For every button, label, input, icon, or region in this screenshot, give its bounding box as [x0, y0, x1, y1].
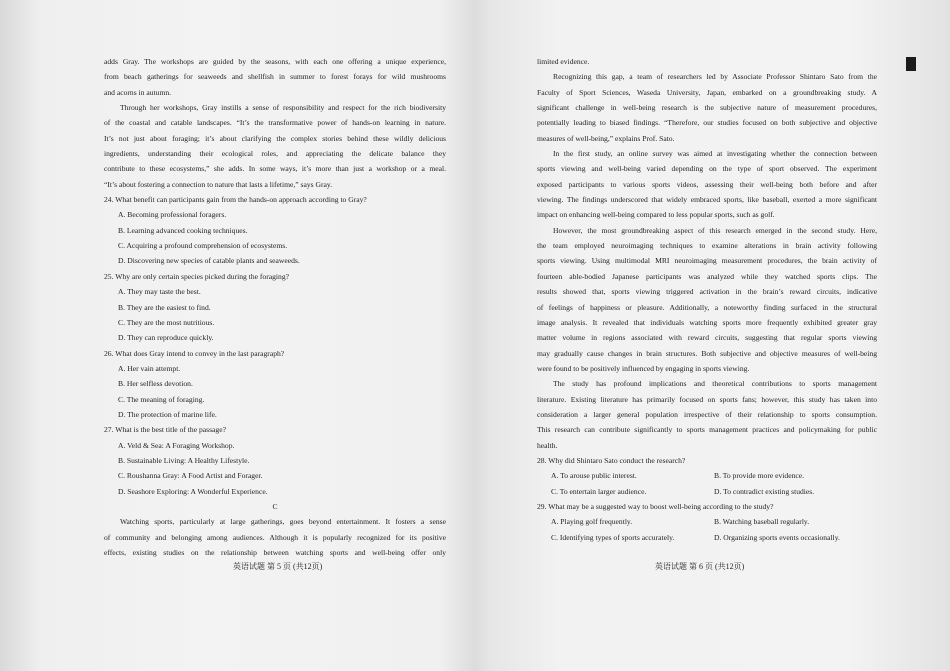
answer-option: A. To arouse public interest.	[551, 471, 637, 481]
answer-option: C. To entertain larger audience.	[551, 486, 647, 496]
text-line: viewing. The findings underscored that widely embraced sports, like baseball, exerted a more significant	[537, 195, 877, 205]
text-line: health.	[537, 440, 558, 450]
question: 27. What is the best title of the passage?	[104, 425, 226, 435]
text-line: of the coastal and catable landscapes. “It’s the transformative power of hands-on learning in nature.	[104, 118, 446, 128]
left-page	[104, 54, 446, 560]
text-line: fourteen able-bodied Japanese participants was analyzed while they watched sports clips. The	[537, 271, 877, 281]
answer-option: D. The protection of marine life.	[118, 409, 217, 419]
answer-option: A. They may taste the best.	[118, 287, 201, 297]
text-line: limited evidence.	[537, 57, 590, 66]
text-line: image analysis. It revealed that individuals watching sports more frequently exhibited greater gray	[537, 317, 877, 327]
text-line: Recognizing this gap, a team of researchers led by Associate Professor Shintaro Sato from the	[553, 72, 877, 82]
text-line: contribute to these ecosystems,” she adds. In some ways, it’s more than just a workshop or a meal.	[104, 164, 446, 174]
text-line: ingredients, understanding their ecological roles, and appreciating the delicate balance they	[104, 149, 446, 159]
answer-option: B. Sustainable Living: A Healthy Lifestyle.	[118, 455, 250, 465]
text-line: sports viewing. Using multimodal MRI neuroimaging measurement procedures, the brain activity of	[537, 256, 877, 266]
text-line: This research can contribute significantly to sports management practices and policymaking for public	[537, 425, 877, 435]
answer-option: B. Watching baseball regularly.	[714, 517, 810, 527]
text-line: of feelings of happiness or pleasure. Additionally, a noteworthy finding surfaced in the structural	[537, 302, 877, 312]
question: 29. What may be a suggested way to boost well-being according to the study?	[537, 501, 774, 511]
answer-option: D. Discovering new species of catable plants and seaweeds.	[118, 256, 300, 266]
option-row	[537, 484, 877, 499]
answer-option: C. Roushanna Gray: A Food Artist and Forager.	[118, 471, 263, 481]
answer-option: B. Learning advanced cooking techniques.	[118, 225, 248, 235]
text-line: In the first study, an online survey was aimed at investigating whether the connection between	[553, 149, 877, 159]
option-row	[537, 514, 877, 529]
answer-option: D. To contradict existing studies.	[714, 486, 815, 496]
answer-option: B. They are the easiest to find.	[118, 302, 211, 312]
text-line: It’s not just about foraging; it’s about clarifying the complex stories behind these wildly delicious	[104, 133, 446, 143]
text-line: measures of well-being,” explains Prof. Sato.	[537, 133, 675, 143]
text-line: effects, existing studies on the relationship between watching sports and well-being offer only	[104, 548, 446, 557]
answer-option: C. Acquiring a profound comprehension of ecosystems.	[118, 241, 288, 251]
text-line: Watching sports, particularly at large gatherings, goes beyond entertainment. It fosters a sense	[120, 517, 446, 527]
text-line: “It’s about fostering a connection to nature that lasts a lifetime,” says Gray.	[104, 179, 333, 189]
answer-option: D. Seashore Exploring: A Wonderful Experience.	[118, 486, 268, 496]
text-line: matter volume in regions associated with reward circuits, suggesting that regular sports viewing	[537, 333, 877, 343]
text-line: results showed that, sports viewing triggered activation in the brain’s reward circuits, indicative	[537, 287, 877, 297]
answer-option: A. Playing golf frequently.	[551, 517, 633, 527]
text-line: the team employed neuroimaging techniques to examine alterations in brain activity following	[537, 241, 877, 251]
text-line: exposed participants to various sports videos, assessing their well-being both before and after	[537, 179, 877, 189]
answer-option: A. Becoming professional foragers.	[118, 210, 227, 220]
answer-option: A. Veld & Sea: A Foraging Workshop.	[118, 440, 235, 450]
right-page	[537, 54, 877, 545]
text-line: Through her workshops, Gray instills a sense of responsibility and respect for the rich biodiversity	[120, 103, 446, 113]
text-line: may gradually cause changes in brain structures. Both subjective and objective measures of well-being	[537, 348, 877, 358]
text-line: Faculty of Sport Sciences, Waseda University, Japan, embarked on a groundbreaking study. A	[537, 87, 877, 97]
text-line: adds Gray. The workshops are guided by the seasons, with each one offering a unique experience,	[104, 57, 446, 66]
answer-option: A. Her vain attempt.	[118, 363, 181, 373]
text-line: literature. Existing literature has primarily focused on sports fans; however, this study has taken into	[537, 394, 877, 404]
answer-option: D. Organizing sports events occasionally.	[714, 532, 840, 542]
answer-option: C. They are the most nutritious.	[118, 317, 215, 327]
answer-option: C. Identifying types of sports accurately.	[551, 532, 675, 542]
text-line: The study has profound implications and theoretical contributions to sports management	[553, 379, 877, 389]
text-line: from beach gatherings for seaweeds and shellfish in summer to forest forays for wild mushrooms	[104, 72, 446, 82]
text-line: of community and belonging among audiences. Although it is popularly recognized for its positive	[104, 532, 446, 542]
text-line: sports viewing and well-being varied depending on the type of sport observed. The experiment	[537, 164, 877, 174]
text-line: However, the most groundbreaking aspect of this research emerged in the second study. Here,	[553, 225, 877, 235]
text-line: impact on enhancing well-being compared to less popular sports, such as golf.	[537, 210, 775, 220]
page-footer-6: 英语试题 第 6 页 (共12页)	[655, 562, 745, 571]
page-footer-5: 英语试题 第 5 页 (共12页)	[233, 562, 323, 571]
text-line: were found to be positively influenced by engaging in sports viewing.	[537, 363, 750, 373]
answer-option: C. The meaning of foraging.	[118, 394, 205, 404]
question: 24. What benefit can participants gain from the hands-on approach according to Gray?	[104, 195, 367, 205]
answer-option: D. They can reproduce quickly.	[118, 333, 214, 343]
option-row	[537, 530, 877, 545]
answer-option: B. To provide more evidence.	[714, 471, 805, 481]
scan-registration-mark	[906, 57, 916, 71]
answer-option: B. Her selfless devotion.	[118, 379, 193, 389]
text-line: significant challenge in well-being research is the subjective nature of measurement procedures,	[537, 103, 877, 113]
text-line: consideration a larger general population irrespective of their relationship to sports consumption.	[537, 409, 877, 419]
text-line: potentially leading to biased findings. “Therefore, our studies focused on both subjective and objective	[537, 118, 877, 128]
question: 25. Why are only certain species picked during the foraging?	[104, 271, 289, 281]
section-heading: C	[272, 501, 278, 511]
question: 28. Why did Shintaro Sato conduct the research?	[537, 455, 686, 465]
question: 26. What does Gray intend to convey in the last paragraph?	[104, 348, 285, 358]
text-line: and acorns in autumn.	[104, 87, 172, 97]
option-row	[537, 468, 877, 483]
